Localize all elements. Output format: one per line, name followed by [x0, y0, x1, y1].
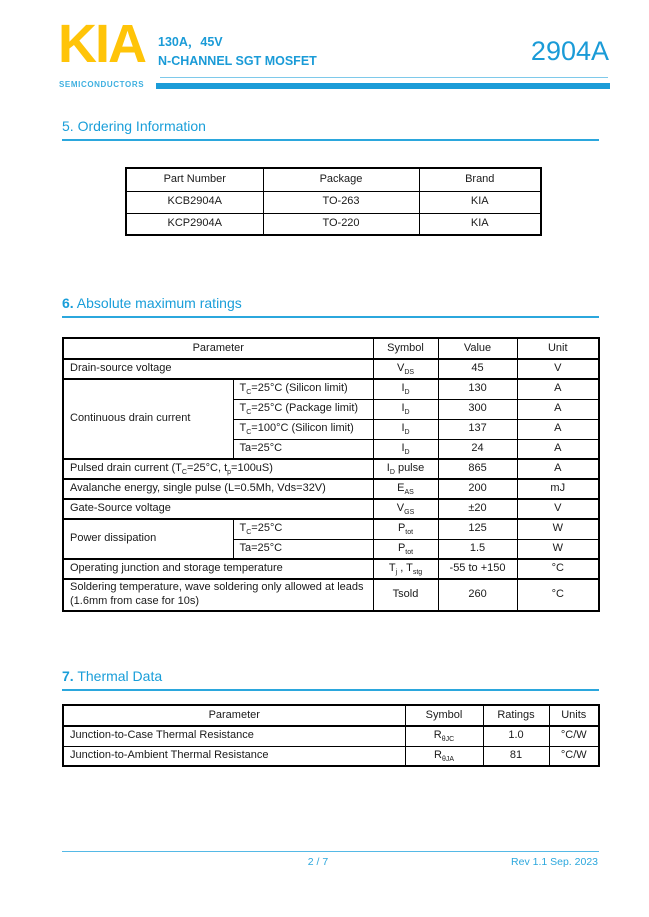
cell-unit: °C/W [549, 746, 599, 766]
section-title-abs-max [62, 295, 242, 311]
col-units: Units [549, 705, 599, 726]
table-row [126, 213, 541, 235]
table-row [63, 479, 599, 499]
table-row [63, 359, 599, 379]
cell-symbol: $I_D$ pulse [373, 459, 438, 479]
col-ratings: Ratings [483, 705, 549, 726]
table-row [63, 746, 599, 766]
cell-symbol: $I_D$ [373, 419, 438, 439]
cell-value: 1.5 [438, 539, 517, 559]
cell-unit: °C/W [549, 726, 599, 746]
cell-symbol: $I_D$ [373, 379, 438, 399]
cell-value: 24 [438, 439, 517, 459]
cell-rating: 81 [483, 746, 549, 766]
cell-value: 865 [438, 459, 517, 479]
table-row [126, 191, 541, 213]
cell-unit: W [517, 539, 599, 559]
table-header-row [126, 168, 541, 191]
table-header-row [63, 338, 599, 359]
cell-brand: KIA [419, 191, 541, 213]
cell-value: 130 [438, 379, 517, 399]
cell-symbol: $I_D$ [373, 399, 438, 419]
cell-symbol: $T_j$ , $T_{stg}$ [373, 559, 438, 579]
section-number: 6. [62, 295, 74, 311]
section-number: 5. [62, 118, 74, 134]
part-number-title: 2904A [530, 36, 609, 66]
col-package: Package [263, 168, 419, 191]
cell-value: 260 [438, 579, 517, 611]
section-rule-abs-max [62, 316, 599, 318]
cell-part-number: KCB2904A [126, 191, 263, 213]
cell-parameter: Junction-to-Ambient Thermal Resistance [63, 746, 405, 766]
section-label: Absolute maximum ratings [73, 295, 242, 311]
ordering-information-table [125, 167, 542, 236]
table-row [63, 459, 599, 479]
cell-condition: $T_C=25^\circ C$ (Package limit) [233, 399, 373, 419]
cell-unit: °C [517, 579, 599, 611]
cell-unit: W [517, 519, 599, 539]
kia-logo: KIA [58, 14, 145, 74]
cell-symbol: $R_{\theta JC}$ [405, 726, 483, 746]
section-title-thermal [62, 668, 162, 684]
page-number: 2 / 7 [307, 856, 329, 868]
table-row [63, 559, 599, 579]
col-unit: Unit [517, 338, 599, 359]
cell-rating: 1.0 [483, 726, 549, 746]
cell-symbol: $I_D$ [373, 439, 438, 459]
cell-symbol: $P_{tot}$ [373, 539, 438, 559]
cell-parameter: Continuous drain current [63, 379, 233, 459]
cell-symbol: $V_{DS}$ [373, 359, 438, 379]
cell-value: -55 to +150 [438, 559, 517, 579]
table-row [63, 499, 599, 519]
cell-unit: °C [517, 559, 599, 579]
cell-value: 137 [438, 419, 517, 439]
table-row [63, 726, 599, 746]
spec-line-current-voltage: 130A，45V [158, 35, 223, 49]
cell-unit: A [517, 379, 599, 399]
cell-value: 45 [438, 359, 517, 379]
cell-brand: KIA [419, 213, 541, 235]
header-rule-thick [156, 83, 610, 89]
cell-condition: $T_C=25^\circ C$ [233, 519, 373, 539]
cell-unit: mJ [517, 479, 599, 499]
section-label: Thermal Data [73, 668, 163, 684]
cell-value: 300 [438, 399, 517, 419]
col-value: Value [438, 338, 517, 359]
cell-unit: V [517, 499, 599, 519]
cell-parameter: Operating junction and storage temperature [63, 559, 373, 579]
cell-unit: A [517, 439, 599, 459]
table-row [63, 519, 599, 539]
cell-unit: A [517, 399, 599, 419]
section-title-ordering [62, 118, 206, 134]
cell-package: TO-263 [263, 191, 419, 213]
cell-unit: A [517, 419, 599, 439]
col-parameter: Parameter [63, 705, 405, 726]
table-header-row [63, 705, 599, 726]
cell-condition: Ta=25°C [233, 539, 373, 559]
table-row [63, 379, 599, 399]
device-spec-block [158, 33, 317, 71]
absolute-maximum-ratings-table [62, 337, 600, 612]
col-symbol: Symbol [405, 705, 483, 726]
cell-parameter: Gate-Source voltage [63, 499, 373, 519]
col-brand: Brand [419, 168, 541, 191]
section-rule-ordering [62, 139, 599, 141]
section-number: 7. [62, 668, 74, 684]
cell-parameter: Pulsed drain current ($T_C=25^\circ C$, $t_p=100uS$) [63, 459, 373, 479]
spec-line-channel-type: N-CHANNEL SGT MOSFET [158, 54, 317, 68]
cell-value: ±20 [438, 499, 517, 519]
table-row [63, 579, 599, 611]
cell-unit: V [517, 359, 599, 379]
logo-subtitle: SEMICONDUCTORS [59, 80, 145, 89]
cell-part-number: KCP2904A [126, 213, 263, 235]
cell-condition: Ta=25°C [233, 439, 373, 459]
col-symbol: Symbol [373, 338, 438, 359]
col-parameter: Parameter [63, 338, 373, 359]
cell-value: 125 [438, 519, 517, 539]
thermal-data-table [62, 704, 600, 767]
cell-unit: A [517, 459, 599, 479]
cell-value: 200 [438, 479, 517, 499]
revision-label: Rev 1.1 Sep. 2023 [511, 856, 598, 868]
cell-parameter: Power dissipation [63, 519, 233, 559]
cell-parameter: Avalanche energy, single pulse (L=0.5Mh, Vds=32V) [63, 479, 373, 499]
footer-rule [62, 851, 599, 852]
cell-condition: $T_C=25^\circ C$ (Silicon limit) [233, 379, 373, 399]
cell-parameter: Junction-to-Case Thermal Resistance [63, 726, 405, 746]
cell-symbol: Tsold [373, 579, 438, 611]
cell-parameter: Drain-source voltage [63, 359, 373, 379]
cell-parameter: Soldering temperature, wave soldering only allowed at leads (1.6mm from case for 10s) [63, 579, 373, 611]
cell-condition: $T_C=100^\circ C$ (Silicon limit) [233, 419, 373, 439]
cell-symbol: $R_{\theta JA}$ [405, 746, 483, 766]
section-label: Ordering Information [73, 118, 206, 134]
col-part-number: Part Number [126, 168, 263, 191]
cell-symbol: $E_{AS}$ [373, 479, 438, 499]
cell-symbol: $V_{GS}$ [373, 499, 438, 519]
section-rule-thermal [62, 689, 599, 691]
cell-symbol: $P_{tot}$ [373, 519, 438, 539]
cell-package: TO-220 [263, 213, 419, 235]
header-rule-thin [160, 77, 608, 78]
